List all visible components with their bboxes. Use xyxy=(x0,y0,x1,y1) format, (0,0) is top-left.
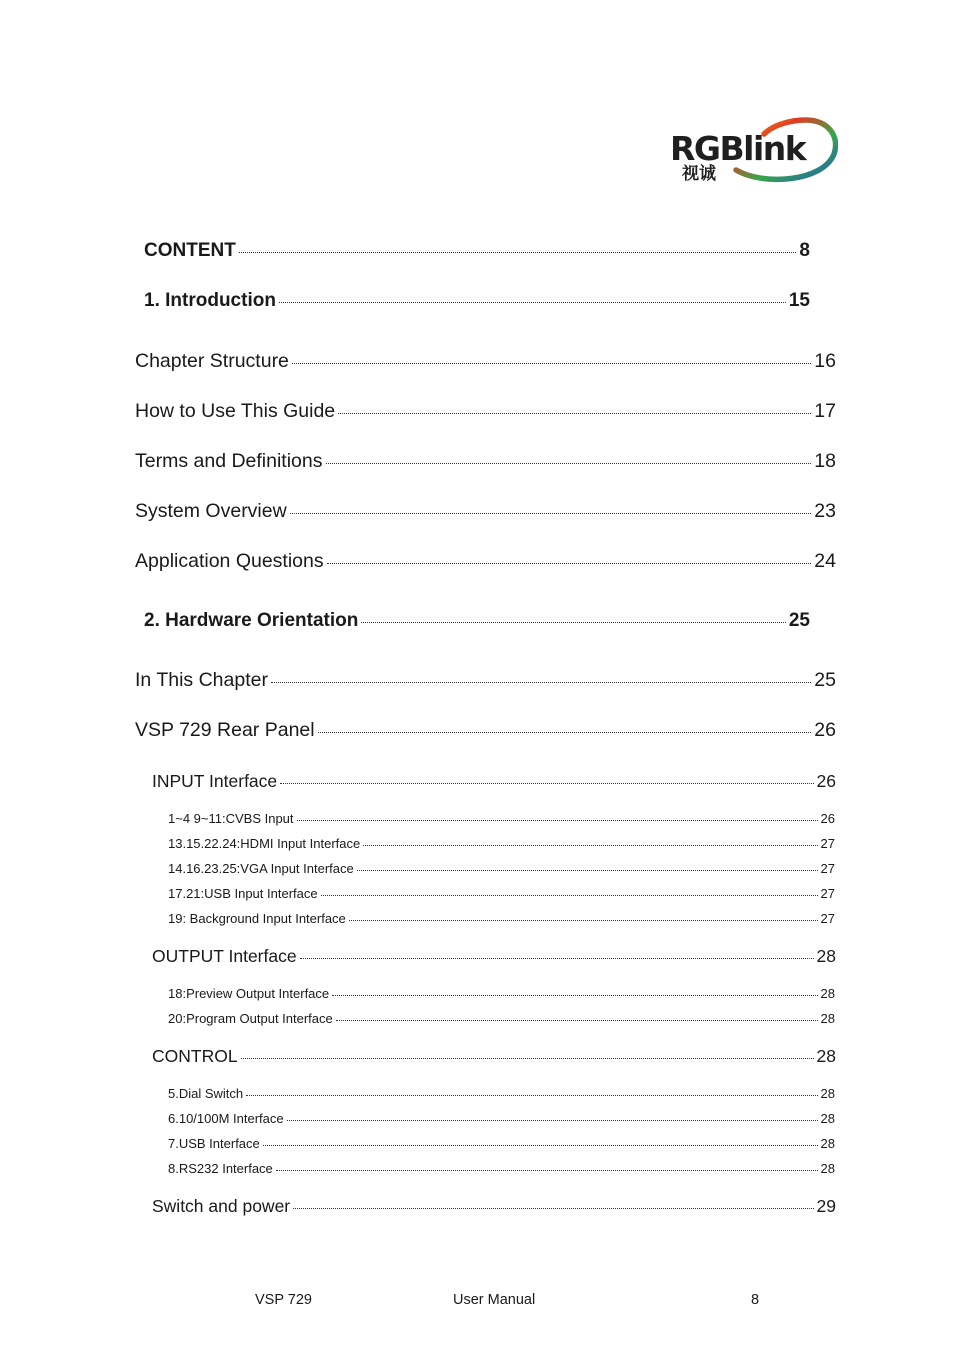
toc-leader-dots xyxy=(276,1170,818,1171)
toc-leader-dots xyxy=(290,513,812,514)
toc-leader-dots xyxy=(321,895,818,896)
toc-entry-system-overview[interactable] xyxy=(135,500,836,523)
toc-entry-title: 17.21:USB Input Interface xyxy=(168,886,318,901)
toc-entry-rs232-interface[interactable] xyxy=(168,1161,835,1176)
toc-entry-title: 2. Hardware Orientation xyxy=(144,610,359,631)
toc-leader-dots xyxy=(241,1058,814,1059)
toc-entry-title: 13.15.22.24:HDMI Input Interface xyxy=(168,836,361,851)
toc-entry-page: 15 xyxy=(788,290,810,311)
toc-entry-page: 27 xyxy=(820,886,835,901)
toc-entry-page: 29 xyxy=(816,1196,836,1216)
toc-leader-dots xyxy=(293,1208,813,1209)
toc-entry-page: 24 xyxy=(814,550,836,572)
toc-entry-title: 8.RS232 Interface xyxy=(168,1161,273,1176)
toc-leader-dots xyxy=(279,302,786,303)
toc-leader-dots xyxy=(292,363,811,364)
toc-entry-cvbs-input[interactable] xyxy=(168,811,835,826)
toc-entry-page: 27 xyxy=(820,861,835,876)
toc-entry-title: 14.16.23.25:VGA Input Interface xyxy=(168,861,354,876)
toc-entry-page: 27 xyxy=(820,911,835,926)
toc-leader-dots xyxy=(246,1095,817,1096)
toc-entry-terms[interactable] xyxy=(135,450,836,473)
toc-leader-dots xyxy=(297,820,818,821)
toc-entry-how-to-use[interactable] xyxy=(135,400,836,423)
toc-leader-dots xyxy=(327,563,812,564)
toc-entry-page: 16 xyxy=(814,350,836,372)
toc-entry-control[interactable] xyxy=(152,1046,836,1067)
toc-entry-title: Chapter Structure xyxy=(135,350,289,372)
toc-entry-preview-output[interactable] xyxy=(168,986,835,1001)
toc-entry-title: VSP 729 Rear Panel xyxy=(135,719,315,741)
toc-entry-title: Application Questions xyxy=(135,550,324,572)
toc-entry-hdmi-input[interactable] xyxy=(168,836,835,851)
toc-entry-page: 26 xyxy=(816,771,836,791)
toc-entry-in-this-chapter[interactable] xyxy=(135,669,836,692)
toc-leader-dots xyxy=(361,622,786,623)
rgblink-logo xyxy=(668,116,838,186)
footer-page-number: 8 xyxy=(751,1292,760,1308)
toc-leader-dots xyxy=(263,1145,818,1146)
toc-entry-page: 25 xyxy=(814,669,836,691)
toc-entry-content[interactable] xyxy=(144,240,810,262)
toc-entry-page: 28 xyxy=(816,1046,836,1066)
toc-entry-chapter-structure[interactable] xyxy=(135,350,836,373)
toc-entry-title: Terms and Definitions xyxy=(135,450,323,472)
toc-entry-ethernet-interface[interactable] xyxy=(168,1111,835,1126)
toc-entry-title: System Overview xyxy=(135,500,287,522)
toc-entry-title: 1~4 9~11:CVBS Input xyxy=(168,811,294,826)
toc-entry-vga-input[interactable] xyxy=(168,861,835,876)
toc-entry-title: 18:Preview Output Interface xyxy=(168,986,330,1001)
logo-brand-text: RGBlink xyxy=(670,129,806,168)
toc-entry-title: Switch and power xyxy=(152,1196,291,1216)
toc-entry-program-output[interactable] xyxy=(168,1011,835,1026)
toc-leader-dots xyxy=(349,920,818,921)
toc-leader-dots xyxy=(357,870,818,871)
toc-entry-title: CONTROL xyxy=(152,1046,238,1066)
toc-entry-title: CONTENT xyxy=(144,240,236,261)
toc-leader-dots xyxy=(332,995,817,996)
toc-leader-dots xyxy=(280,783,813,784)
logo-chinese-text: 视诚 xyxy=(682,164,716,184)
toc-entry-page: 28 xyxy=(816,946,836,966)
toc-entry-input-interface[interactable] xyxy=(152,771,836,792)
toc-entry-title: OUTPUT Interface xyxy=(152,946,297,966)
toc-entry-page: 26 xyxy=(820,811,835,826)
footer-product: VSP 729 xyxy=(255,1292,312,1308)
toc-entry-title: INPUT Interface xyxy=(152,771,278,791)
toc-entry-rear-panel[interactable] xyxy=(135,719,836,742)
toc-leader-dots xyxy=(318,732,812,733)
toc-entry-title: 6.10/100M Interface xyxy=(168,1111,284,1126)
toc-entry-hardware-orientation[interactable] xyxy=(144,610,810,632)
toc-entry-background-input[interactable] xyxy=(168,911,835,926)
toc-entry-output-interface[interactable] xyxy=(152,946,836,967)
toc-leader-dots xyxy=(326,463,812,464)
toc-entry-page: 8 xyxy=(799,240,810,261)
toc-entry-page: 23 xyxy=(814,500,836,522)
toc-entry-page: 28 xyxy=(820,1111,835,1126)
toc-entry-usb-input[interactable] xyxy=(168,886,835,901)
toc-entry-page: 28 xyxy=(820,1086,835,1101)
toc-entry-title: 19: Background Input Interface xyxy=(168,911,346,926)
toc-leader-dots xyxy=(338,413,811,414)
toc-leader-dots xyxy=(363,845,817,846)
toc-entry-page: 28 xyxy=(820,1161,835,1176)
toc-entry-switch-and-power[interactable] xyxy=(152,1196,836,1217)
toc-leader-dots xyxy=(271,682,811,683)
toc-entry-page: 28 xyxy=(820,1136,835,1151)
toc-entry-usb-interface[interactable] xyxy=(168,1136,835,1151)
toc-leader-dots xyxy=(287,1120,818,1121)
toc-entry-title: 1. Introduction xyxy=(144,290,276,311)
toc-entry-title: In This Chapter xyxy=(135,669,268,691)
toc-entry-application-questions[interactable] xyxy=(135,550,836,573)
toc-entry-page: 26 xyxy=(814,719,836,741)
toc-entry-title: How to Use This Guide xyxy=(135,400,336,422)
toc-entry-page: 28 xyxy=(820,986,835,1001)
toc-entry-introduction[interactable] xyxy=(144,290,810,312)
toc-leader-dots xyxy=(336,1020,818,1021)
toc-entry-page: 18 xyxy=(814,450,836,472)
toc-entry-title: 7.USB Interface xyxy=(168,1136,260,1151)
toc-leader-dots xyxy=(300,958,814,959)
toc-entry-page: 17 xyxy=(814,400,836,422)
toc-entry-dial-switch[interactable] xyxy=(168,1086,835,1101)
footer-doc-type: User Manual xyxy=(453,1292,536,1308)
toc-entry-page: 25 xyxy=(788,610,810,631)
toc-entry-page: 28 xyxy=(820,1011,835,1026)
toc-entry-page: 27 xyxy=(820,836,835,851)
toc-leader-dots xyxy=(239,252,797,253)
toc-entry-title: 20:Program Output Interface xyxy=(168,1011,333,1026)
toc-entry-title: 5.Dial Switch xyxy=(168,1086,244,1101)
